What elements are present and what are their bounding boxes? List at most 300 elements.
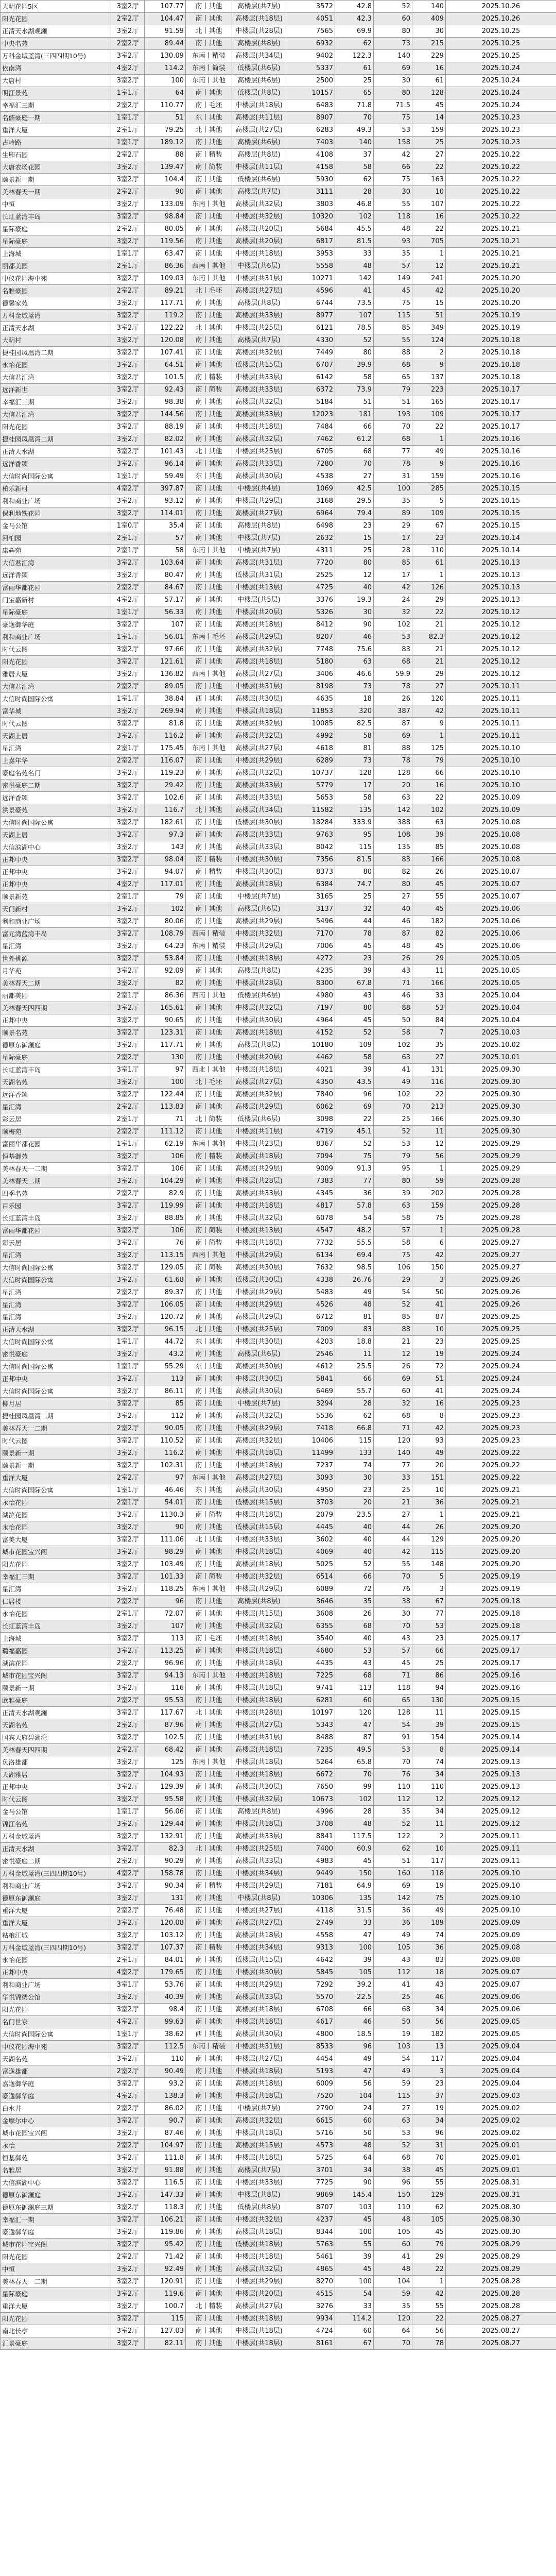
unit-price-cell: 6483 (286, 99, 335, 112)
listing-price-cell: 38 (374, 1596, 412, 1608)
orientation-decoration-cell: 南丨其他 (186, 681, 232, 693)
area-cell: 51 (145, 112, 186, 124)
table-row (1, 1163, 556, 1175)
layout-cell: 1室1厅 (111, 1484, 145, 1497)
area-cell: 89.37 (145, 1286, 186, 1299)
orientation-decoration-cell: 南丨其他 (186, 507, 232, 520)
orientation-decoration-cell: 南丨其他 (186, 841, 232, 854)
floor-cell: 中楼层(共32层) (232, 1620, 286, 1633)
deal-price-cell: 40 (335, 1633, 374, 1645)
deal-date-cell: 2025.09.18 (446, 1620, 556, 1633)
layout-cell: 3室2厅 (111, 569, 145, 582)
days-on-market-cell: 96 (412, 2127, 446, 2140)
listing-price-cell: 41 (374, 2251, 412, 2263)
unit-price-cell: 5779 (286, 779, 335, 792)
community-name-cell: 天湖名苑 (1, 2053, 111, 2065)
table-row (1, 2004, 556, 2016)
unit-price-cell: 8707 (286, 2201, 335, 2214)
community-name-cell: 德原东御澜庭 (1, 2189, 111, 2201)
deal-date-cell: 2025.09.20 (446, 1534, 556, 1546)
deal-price-cell: 39 (335, 2251, 374, 2263)
orientation-decoration-cell: 南丨简装 (186, 1509, 232, 1521)
deal-date-cell: 2025.09.07 (446, 1967, 556, 1979)
deal-price-cell: 30 (335, 1472, 374, 1484)
area-cell: 84.67 (145, 582, 186, 594)
table-row (1, 681, 556, 693)
table-row (1, 1385, 556, 1398)
floor-cell: 低楼层(共6层) (232, 990, 286, 1002)
orientation-decoration-cell: 东南丨其他 (186, 545, 232, 557)
unit-price-cell: 4203 (286, 1336, 335, 1348)
unit-price-cell: 3703 (286, 1497, 335, 1509)
community-name-cell: 利和商业广场 (1, 631, 111, 643)
table-row (1, 75, 556, 87)
area-cell: 64 (145, 87, 186, 99)
area-cell: 98.29 (145, 1546, 186, 1558)
orientation-decoration-cell: 南丨其他 (186, 347, 232, 359)
deal-date-cell: 2025.09.19 (446, 1583, 556, 1596)
floor-cell: 低楼层(共8层) (232, 2201, 286, 2214)
deal-date-cell: 2025.09.06 (446, 2004, 556, 2016)
layout-cell: 3室2厅 (111, 804, 145, 817)
days-on-market-cell: 23 (412, 1633, 446, 1645)
orientation-decoration-cell: 南丨精装 (186, 854, 232, 866)
days-on-market-cell: 109 (412, 409, 446, 421)
days-on-market-cell: 74 (412, 1756, 446, 1769)
area-cell: 397.87 (145, 483, 186, 495)
days-on-market-cell: 159 (412, 470, 446, 483)
deal-date-cell: 2025.09.20 (446, 1558, 556, 1571)
orientation-decoration-cell: 南丨其他 (186, 965, 232, 977)
listing-price-cell: 66 (374, 161, 412, 174)
unit-price-cell: 7237 (286, 1460, 335, 1472)
table-row (1, 1534, 556, 1546)
layout-cell: 3室2厅 (111, 1225, 145, 1237)
floor-cell: 高楼层(共18层) (232, 619, 286, 631)
area-cell: 96.14 (145, 458, 186, 470)
unit-price-cell: 6498 (286, 520, 335, 532)
floor-cell: 中楼层(共32层) (232, 1002, 286, 1014)
days-on-market-cell: 87 (412, 1311, 446, 1324)
layout-cell: 3室2厅 (111, 557, 145, 569)
listing-price-cell: 104 (374, 2276, 412, 2288)
layout-cell: 3室2厅 (111, 1818, 145, 1831)
days-on-market-cell: 55 (412, 2177, 446, 2189)
floor-cell: 中楼层(共18层) (232, 1447, 286, 1460)
orientation-decoration-cell: 南丨其他 (186, 705, 232, 718)
unit-price-cell: 4950 (286, 1484, 335, 1497)
unit-price-cell: 6121 (286, 322, 335, 334)
floor-cell: 中楼层(共18层) (232, 1682, 286, 1694)
deal-price-cell: 73.5 (335, 297, 374, 310)
table-row (1, 2313, 556, 2325)
layout-cell: 2室2厅 (111, 2251, 145, 2263)
layout-cell: 2室1厅 (111, 1954, 145, 1967)
area-cell: 136.82 (145, 668, 186, 681)
layout-cell: 3室2厅 (111, 310, 145, 322)
floor-cell: 中楼层(共32层) (232, 2214, 286, 2226)
days-on-market-cell: 29 (412, 594, 446, 606)
table-row (1, 1410, 556, 1422)
area-cell: 101.43 (145, 446, 186, 458)
deal-date-cell: 2025.10.10 (446, 779, 556, 792)
days-on-market-cell: 62 (412, 2201, 446, 2214)
table-row (1, 1225, 556, 1237)
layout-cell: 2室2厅 (111, 1422, 145, 1435)
deal-date-cell: 2025.09.12 (446, 1806, 556, 1818)
area-cell: 85 (145, 1398, 186, 1410)
deal-price-cell: 100 (335, 1942, 374, 1954)
deal-price-cell: 100 (335, 2226, 374, 2239)
area-cell: 76.48 (145, 1905, 186, 1917)
listing-price-cell: 32 (374, 1398, 412, 1410)
days-on-market-cell: 3 (412, 1583, 446, 1596)
table-row (1, 2016, 556, 2028)
deal-price-cell: 135 (335, 804, 374, 817)
unit-price-cell: 5763 (286, 2239, 335, 2251)
deal-price-cell: 80 (335, 1002, 374, 1014)
days-on-market-cell: 1 (412, 1509, 446, 1521)
unit-price-cell: 5558 (286, 260, 335, 273)
area-cell: 88.19 (145, 421, 186, 433)
table-row (1, 1942, 556, 1954)
area-cell: 93.12 (145, 495, 186, 507)
deal-date-cell: 2025.10.05 (446, 953, 556, 965)
orientation-decoration-cell: 南丨其他 (186, 767, 232, 779)
table-row (1, 149, 556, 161)
days-on-market-cell: 49 (412, 446, 446, 458)
deal-price-cell: 40 (335, 582, 374, 594)
listing-price-cell: 29 (374, 520, 412, 532)
table-row (1, 1497, 556, 1509)
community-name-cell: 颐景新一期 (1, 1682, 111, 1694)
table-row (1, 2041, 556, 2053)
listing-price-cell: 53 (374, 1138, 412, 1150)
days-on-market-cell: 705 (412, 235, 446, 248)
deal-price-cell: 33 (335, 248, 374, 260)
listing-price-cell: 19 (374, 2028, 412, 2041)
floor-cell: 中楼层(共7层) (232, 2103, 286, 2115)
unit-price-cell: 8300 (286, 977, 335, 990)
table-row (1, 755, 556, 767)
deal-date-cell: 2025.09.11 (446, 1855, 556, 1868)
layout-cell: 1室1厅 (111, 1806, 145, 1818)
area-cell: 64.23 (145, 940, 186, 953)
deal-date-cell: 2025.10.09 (446, 804, 556, 817)
days-on-market-cell: 182 (412, 2028, 446, 2041)
deal-date-cell: 2025.09.01 (446, 2152, 556, 2164)
listing-price-cell: 102 (374, 1089, 412, 1101)
listing-price-cell: 100 (374, 483, 412, 495)
community-name-cell: 万科金域蓝湾(三四四期10号) (1, 1942, 111, 1954)
deal-date-cell: 2025.09.29 (446, 1163, 556, 1175)
days-on-market-cell: 105 (412, 2214, 446, 2226)
days-on-market-cell: 26 (412, 1521, 446, 1534)
table-row (1, 1361, 556, 1373)
unit-price-cell: 3602 (286, 1534, 335, 1546)
days-on-market-cell: 117 (412, 2053, 446, 2065)
unit-price-cell: 3701 (286, 2164, 335, 2177)
deal-date-cell: 2025.09.24 (446, 1361, 556, 1373)
community-name-cell: 富丽华都花园 (1, 1138, 111, 1150)
unit-price-cell: 8042 (286, 841, 335, 854)
table-row (1, 1509, 556, 1521)
deal-price-cell: 33 (335, 2300, 374, 2313)
table-row (1, 903, 556, 916)
deal-date-cell: 2025.10.18 (446, 371, 556, 384)
orientation-decoration-cell: 南丨其他 (186, 2226, 232, 2239)
orientation-decoration-cell: 南丨毛坯 (186, 1633, 232, 1645)
orientation-decoration-cell: 东南丨其他 (186, 1756, 232, 1769)
deal-price-cell: 63 (335, 656, 374, 668)
days-on-market-cell: 37 (412, 2090, 446, 2103)
listing-price-cell: 29 (374, 1274, 412, 1286)
deal-date-cell: 2025.09.09 (446, 1917, 556, 1929)
unit-price-cell: 9313 (286, 1942, 335, 1954)
deal-price-cell: 73 (335, 681, 374, 693)
deal-date-cell: 2025.10.03 (446, 1027, 556, 1039)
days-on-market-cell: 34 (412, 2004, 446, 2016)
orientation-decoration-cell: 南丨其他 (186, 2337, 232, 2350)
deal-date-cell: 2025.09.16 (446, 1682, 556, 1694)
floor-cell: 高楼层(共8层) (232, 297, 286, 310)
listing-price-cell: 105 (374, 2226, 412, 2239)
days-on-market-cell: 241 (412, 273, 446, 285)
deal-date-cell: 2025.10.10 (446, 742, 556, 755)
layout-cell: 3室2厅 (111, 705, 145, 718)
unit-price-cell: 7632 (286, 1262, 335, 1274)
floor-cell: 高楼层(共27层) (232, 742, 286, 755)
days-on-market-cell: 63 (412, 817, 446, 829)
deal-date-cell: 2025.10.05 (446, 977, 556, 990)
floor-cell: 中楼层(共32层) (232, 1793, 286, 1806)
area-cell: 90.49 (145, 2065, 186, 2078)
days-on-market-cell: 159 (412, 124, 446, 137)
area-cell: 98.04 (145, 854, 186, 866)
deal-price-cell: 45 (335, 2214, 374, 2226)
listing-price-cell: 27 (374, 891, 412, 903)
community-name-cell: 星汇湾 (1, 1101, 111, 1113)
area-cell: 72.07 (145, 1608, 186, 1620)
listing-price-cell: 43 (374, 1633, 412, 1645)
community-name-cell: 永怡花园 (1, 1954, 111, 1967)
orientation-decoration-cell: 南丨其他 (186, 2140, 232, 2152)
deal-price-cell: 25.5 (335, 1361, 374, 1373)
deal-price-cell: 18.5 (335, 2028, 374, 2041)
area-cell: 57.17 (145, 594, 186, 606)
floor-cell: 低楼层(共15层) (232, 1497, 286, 1509)
days-on-market-cell: 1 (412, 569, 446, 582)
deal-price-cell: 142 (335, 273, 374, 285)
orientation-decoration-cell: 南丨其他 (186, 2090, 232, 2103)
table-row (1, 1732, 556, 1744)
deal-price-cell: 80 (335, 347, 374, 359)
unit-price-cell: 1069 (286, 483, 335, 495)
area-cell: 103.12 (145, 1929, 186, 1942)
community-name-cell: 大信君汇湾 (1, 681, 111, 693)
area-cell: 91.59 (145, 25, 186, 38)
days-on-market-cell: 82 (412, 928, 446, 940)
community-name-cell: 美林春天一期 (1, 186, 111, 198)
deal-date-cell: 2025.09.17 (446, 1633, 556, 1645)
days-on-market-cell: 9 (412, 458, 446, 470)
orientation-decoration-cell: 南丨其他 (186, 953, 232, 965)
deal-date-cell: 2025.10.16 (446, 470, 556, 483)
listing-price-cell: 21 (374, 1336, 412, 1348)
floor-cell: 中楼层(共7层) (232, 545, 286, 557)
floor-cell: 高楼层(共33层) (232, 1831, 286, 1843)
days-on-market-cell: 83 (412, 1954, 446, 1967)
listing-price-cell: 69 (374, 1880, 412, 1892)
deal-price-cell: 69.4 (335, 1249, 374, 1262)
deal-date-cell: 2025.10.06 (446, 928, 556, 940)
table-row (1, 62, 556, 75)
days-on-market-cell: 34 (412, 1769, 446, 1781)
deal-date-cell: 2025.10.18 (446, 334, 556, 347)
community-name-cell: 天湖上居 (1, 730, 111, 742)
listing-price-cell: 43 (374, 1954, 412, 1967)
table-row (1, 2325, 556, 2337)
area-cell: 116.5 (145, 2177, 186, 2189)
days-on-market-cell: 84 (412, 1014, 446, 1027)
deal-date-cell: 2025.08.29 (446, 2251, 556, 2263)
deal-price-cell: 22.5 (335, 1991, 374, 2004)
floor-cell: 中楼层(共29层) (232, 1299, 286, 1311)
days-on-market-cell: 13 (412, 2041, 446, 2053)
community-name-cell: 富美大厦 (1, 1534, 111, 1546)
unit-price-cell: 6932 (286, 38, 335, 50)
floor-cell: 中楼层(共30层) (232, 1373, 286, 1385)
area-cell: 38.84 (145, 693, 186, 705)
orientation-decoration-cell: 南丨其他 (186, 569, 232, 582)
community-name-cell: 大信时尚国际公寓 (1, 2028, 111, 2041)
days-on-market-cell: 45 (412, 2226, 446, 2239)
community-name-cell: 万科金域蓝湾 (1, 310, 111, 322)
deal-date-cell: 2025.09.23 (446, 1435, 556, 1447)
listing-price-cell: 65 (374, 1694, 412, 1707)
table-row (1, 2288, 556, 2300)
area-cell: 35.4 (145, 520, 186, 532)
deal-price-cell: 62 (335, 1410, 374, 1422)
floor-cell: 中楼层(共31层) (232, 2041, 286, 2053)
orientation-decoration-cell: 南丨其他 (186, 87, 232, 99)
unit-price-cell: 8977 (286, 310, 335, 322)
listing-price-cell: 36 (374, 1905, 412, 1917)
floor-cell: 中楼层(共18层) (232, 1509, 286, 1521)
orientation-decoration-cell: 南丨其他 (186, 1719, 232, 1732)
days-on-market-cell: 5 (412, 1571, 446, 1583)
days-on-market-cell: 70 (412, 2152, 446, 2164)
days-on-market-cell: 120 (412, 693, 446, 705)
days-on-market-cell: 21 (412, 619, 446, 631)
community-name-cell: 金摩尔中心 (1, 2115, 111, 2127)
unit-price-cell: 4235 (286, 965, 335, 977)
area-cell: 129.39 (145, 1781, 186, 1793)
community-name-cell: 时代云图 (1, 718, 111, 730)
table-row (1, 2239, 556, 2251)
layout-cell: 3室2厅 (111, 1435, 145, 1447)
community-name-cell: 丽都美园 (1, 990, 111, 1002)
listing-price-cell: 73 (374, 38, 412, 50)
orientation-decoration-cell: 南丨其他 (186, 1163, 232, 1175)
listing-price-cell: 49 (374, 1076, 412, 1089)
deal-price-cell: 49.3 (335, 124, 374, 137)
unit-price-cell: 4051 (286, 13, 335, 25)
deal-price-cell: 48 (335, 1818, 374, 1831)
deal-price-cell: 19.3 (335, 594, 374, 606)
floor-cell: 高楼层(共30层) (232, 1361, 286, 1373)
area-cell: 104.47 (145, 13, 186, 25)
deal-date-cell: 2025.08.28 (446, 2276, 556, 2288)
layout-cell: 3室2厅 (111, 1633, 145, 1645)
unit-price-cell: 4021 (286, 1064, 335, 1076)
orientation-decoration-cell: 南丨其他 (186, 829, 232, 841)
area-cell: 132.91 (145, 1831, 186, 1843)
table-row (1, 582, 556, 594)
layout-cell: 2室2厅 (111, 99, 145, 112)
table-row (1, 878, 556, 891)
floor-cell: 高楼层(共18层) (232, 1744, 286, 1756)
table-row (1, 2177, 556, 2189)
deal-date-cell: 2025.08.31 (446, 2189, 556, 2201)
table-row (1, 643, 556, 656)
area-cell: 115 (145, 2313, 186, 2325)
layout-cell: 4室2厅 (111, 1967, 145, 1979)
floor-cell: 高楼层(共29层) (232, 916, 286, 928)
floor-cell: 高楼层(共33层) (232, 792, 286, 804)
orientation-decoration-cell: 东丨其他 (186, 470, 232, 483)
community-name-cell: 捷桂园凤凰湾二期 (1, 433, 111, 446)
layout-cell: 3室2厅 (111, 643, 145, 656)
orientation-decoration-cell: 西北丨其他 (186, 1064, 232, 1076)
layout-cell: 3室2厅 (111, 1311, 145, 1324)
unit-price-cell: 6355 (286, 1620, 335, 1633)
days-on-market-cell: 16 (412, 62, 446, 75)
deal-price-cell: 40 (335, 1521, 374, 1534)
listing-price-cell: 54 (374, 1286, 412, 1299)
community-name-cell: 密悦豪庭 (1, 1348, 111, 1361)
unit-price-cell: 6964 (286, 507, 335, 520)
days-on-market-cell: 27 (412, 149, 446, 161)
floor-cell: 中楼层(共18层) (232, 1657, 286, 1670)
days-on-market-cell: 39 (412, 1719, 446, 1732)
community-name-cell: 永怡花园 (1, 1608, 111, 1620)
area-cell: 98.38 (145, 396, 186, 409)
floor-cell: 中楼层(共18层) (232, 1200, 286, 1212)
deal-price-cell: 31.5 (335, 1905, 374, 1917)
unit-price-cell: 3098 (286, 1113, 335, 1126)
table-row (1, 668, 556, 681)
deal-date-cell: 2025.10.10 (446, 767, 556, 779)
orientation-decoration-cell: 西南丨精装 (186, 928, 232, 940)
orientation-decoration-cell: 南丨其他 (186, 1027, 232, 1039)
table-row (1, 1596, 556, 1608)
area-cell: 90.7 (145, 2115, 186, 2127)
layout-cell: 2室2厅 (111, 1855, 145, 1868)
layout-cell: 2室1厅 (111, 990, 145, 1002)
area-cell: 88.85 (145, 1212, 186, 1225)
table-row (1, 594, 556, 606)
community-name-cell: 时代云图 (1, 1435, 111, 1447)
floor-cell: 高楼层(共32层) (232, 718, 286, 730)
floor-cell: 中楼层(共32层) (232, 1212, 286, 1225)
deal-price-cell: 43 (335, 990, 374, 1002)
community-name-cell: 时代云图 (1, 643, 111, 656)
unit-price-cell: 2500 (286, 75, 335, 87)
unit-price-cell: 9763 (286, 829, 335, 841)
table-row (1, 507, 556, 520)
listing-price-cell: 85 (374, 1311, 412, 1324)
